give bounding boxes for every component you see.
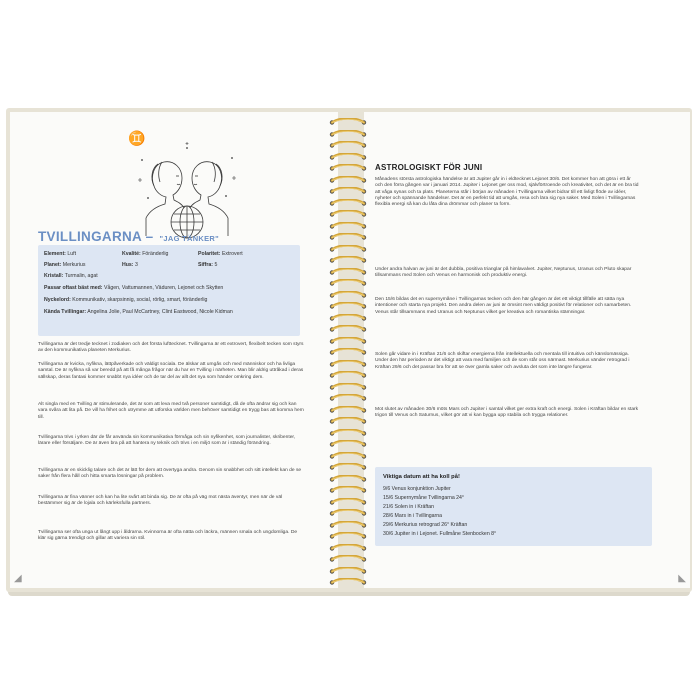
spiral-coil [326,452,370,461]
info-row-polaritet [198,251,243,257]
spiral-coil [326,141,370,150]
hus-value: 3 [134,262,138,268]
spiral-coil [326,279,370,288]
info-row-element [44,251,76,257]
kvalitet-value: Föränderlig [142,251,169,257]
siffra-label: Siffra: [198,262,213,268]
spiral-coil [326,578,370,587]
date-item: 28/6 Mars in i Tvillingarna [383,513,443,519]
corner-mark: ◢ [14,573,22,584]
spiral-coil [326,544,370,553]
planet-value: Merkurius [62,262,86,268]
info-row-nyckelord [44,297,207,303]
info-row-siffra [198,262,217,268]
sign-paragraph: Tvillingarna är en skicklig talare och det är lätt för dem att övertyga andra. Genom sin snabbhet och sitt intellekt kan de se saker från flera håll och hitta smarta lösningar på problem. [38,468,302,480]
passar-value: Vågen, Vattumannen, Väduren, Lejonet och Skytten [103,285,224,291]
info-row-kvalitet [122,251,168,257]
polaritet-value: Extrovert [221,251,243,257]
date-item: 21/6 Solen in i Kräftan [383,504,435,510]
spiral-coil [326,406,370,415]
corner-mark: ◣ [678,573,686,584]
spiral-coil [326,187,370,196]
spiral-coil [326,153,370,162]
spiral-coil [326,348,370,357]
spiral-coil [326,245,370,254]
spiral-coil [326,371,370,380]
sign-paragraph: Tvillingarna ser ofta unga ut långt upp i åldrarna. Kvinnorna är ofta nätta och läckra, männen smala och ungdomliga. De klär sig gärna trendigt och gillar att variera sin stil. [38,530,298,542]
element-label: Element: [44,251,66,257]
spiral-coil [326,509,370,518]
spiral-coil [326,475,370,484]
spiral-coil [326,463,370,472]
sign-subtitle: "JAG TÄNKER" [159,234,219,243]
spiral-coil [326,555,370,564]
month-paragraph: Månadens största astrologiska händelse är att Jupiter går in i eldtecknet Lejonet 30/6. Det kommer hon att göra i ett år och den förra gången var i januari 2014. Jupiter i Lejonet ger oss mod, självförtroende och kreativitet, och det är en bra tid att våga synas och ta plats. Planeterna står i början av månaden i Tvillingarna vilket bidrar till ett livligt flöde av idéer, nyheter och spännande händelser. Det är en perfekt tid att umgås, resa och lära sig nya saker. Med Solen i Tvillingarnas flexibla energi så kan du låta dina drömmar och planer ta form. [375,177,639,208]
planet-label: Planet: [44,262,62,268]
spiral-coil [326,360,370,369]
month-paragraph: Mot slutet av månaden 30/6 möts Mars och Jupiter i samtal vilket ger extra kraft och energi. Solen i Kräftan bildar en stark trigon till Venus och Saturnus, vilket gör att vi kan bygga upp stabila och trygga relationer. [375,407,639,419]
kanda-label: Kända Tvillingar: [44,309,87,315]
spiral-coil [326,498,370,507]
kanda-value: Angelina Jolie, Paul McCartney, Clint Eastwood, Nicole Kidman [87,309,233,315]
spiral-coil [326,440,370,449]
date-item: 29/6 Merkurius retrograd 26° Kräftan [383,522,468,528]
spiral-coil [326,521,370,530]
kvalitet-label: Kvalité: [122,251,141,257]
spiral-coil [326,199,370,208]
spiral-coil [326,532,370,541]
spiral-coil [326,291,370,300]
spiral-coil [326,337,370,346]
spiral-coil [326,222,370,231]
spiral-coil [326,302,370,311]
spiral-coil [326,268,370,277]
passar-label: Passar oftast bäst med: [44,285,103,291]
sign-paragraph: Alt singla med en Tvilling är stimulerande, det är som att leva med två personer samtidigt, då de ofta ändrar sig och kan vara svåra att lita på. De vill ha frihet och utrymme att utforska världen men behöver samtidigt en trygg bas att komma hem till. [38,402,304,420]
month-paragraph: Den 15/6 bildas det en supernymåne i Tvillingarnas tecken och den här gången är det ett viktigt tillfälle att sätta nya intentioner och starta nya projekt. Den andra delen av juni är ömsint men väldigt positivt för relationer och samarbeten. Venus står tillsammans med Uranus och Neptunus vilket ger kreativa och romantiska stämningar. [375,297,632,315]
spiral-coil [326,256,370,265]
spiral-coil [326,567,370,576]
month-paragraph: Solen går vidare in i Kräftan 21/6 och skiftar energierna från intellektuella och mentala till intuitiva och känslomässiga. Under den här perioden är det viktigt att vara med familjen och de som står oss närmast. Merkurius vänder retrograd i Kräftan 29/6 och det passar bra för att se över gamla saker och avsluta det som inte längre fungerar. [375,352,630,370]
right-page [364,112,690,588]
spiral-coil [326,164,370,173]
left-page [10,112,338,588]
sign-paragraph: Tvillingarna trivs i yrken där de får använda sin kommunikativa förmåga och sin nyfikenhet, som journalister, skribenter, lärare eller försäljare. De är även bra på att hantera ny teknik och trivs i en miljö som är i ständig förändring. [38,435,296,447]
gemini-glyph-icon: ♊ [128,130,146,146]
spiral-coil [326,383,370,392]
kristall-value: Turmalin, agat [64,273,98,279]
siffra-value: 5 [214,262,218,268]
spiral-coil [326,176,370,185]
info-row-passar [44,285,223,291]
date-item: 15/6 Supernymåne Tvillingarna 24° [383,495,464,501]
spiral-coil [326,314,370,323]
month-paragraph: Under andra halvan av juni är det dubbla, positiva trianglar på himlavalvet. Jupiter, Neptunus, Uranus och Pluto skapar tillsammans med Solen och Venus en harmonisk och produktiv energi. [375,267,632,279]
month-heading: ASTROLOGISKT FÖR JUNI [375,163,483,172]
sign-info-box [38,245,300,336]
spiral-coil [326,486,370,495]
spiral-coil [326,417,370,426]
spiral-coil [326,210,370,219]
info-row-kanda [44,309,233,315]
spiral-coil [326,325,370,334]
info-row-kristall [44,273,98,279]
sign-name: TVILLINGARNA [38,229,142,244]
spiral-coil [326,118,370,127]
nyckelord-label: Nyckelord: [44,297,71,303]
info-row-hus [122,262,138,268]
sign-paragraph: Tvillingarna är kvicka, nyfikna, lättpåverkade och väldigt sociala. De älskar att umgås och med människor och ha livliga samtal. De är nyfikna så var beredd på att få många frågor när du har en Tvilling i närheten. Man blir aldrig uttråkad i deras sällskap, deras fantasi kommer snabbt nya idéer och de tar del av allt det nya som händer omkring dem. [38,362,304,380]
dates-title: Viktiga datum att ha koll på! [383,474,460,480]
important-dates-box [375,467,652,546]
sign-title [38,229,219,244]
info-row-planet [44,262,86,268]
sign-paragraph: Tvillingarna är fina vänner och kan ha lite svårt att binda sig. De är ofta på väg mot nästa äventyr, men när de väl bestämmer sig är de lojala och kärleksfulla partners. [38,495,283,507]
date-item: 9/6 Venus konjunktion Jupiter [383,486,451,492]
title-dash: – [145,229,154,244]
spiral-coil [326,233,370,242]
kristall-label: Kristall: [44,273,64,279]
nyckelord-value: Kommunikativ, skarpsinnig, social, rörlig, smart, föränderlig [72,297,208,303]
gemini-twins-illustration [128,140,246,240]
element-value: Luft [67,251,77,257]
sign-paragraph: Tvillingarna är det tredje tecknet i zodiaken och det första lufttecknet. Tvillingarna är ett extrovert, flexibelt tecken som styrs av den kommunikativa planeten Merkurius. [38,342,304,354]
spiral-coil [326,394,370,403]
date-item: 30/6 Jupiter in i Lejonet. Fullmåne Stenbocken 8° [383,531,497,537]
hus-label: Hus: [122,262,134,268]
spiral-coil [326,130,370,139]
polaritet-label: Polaritet: [198,251,221,257]
spiral-coil [326,429,370,438]
